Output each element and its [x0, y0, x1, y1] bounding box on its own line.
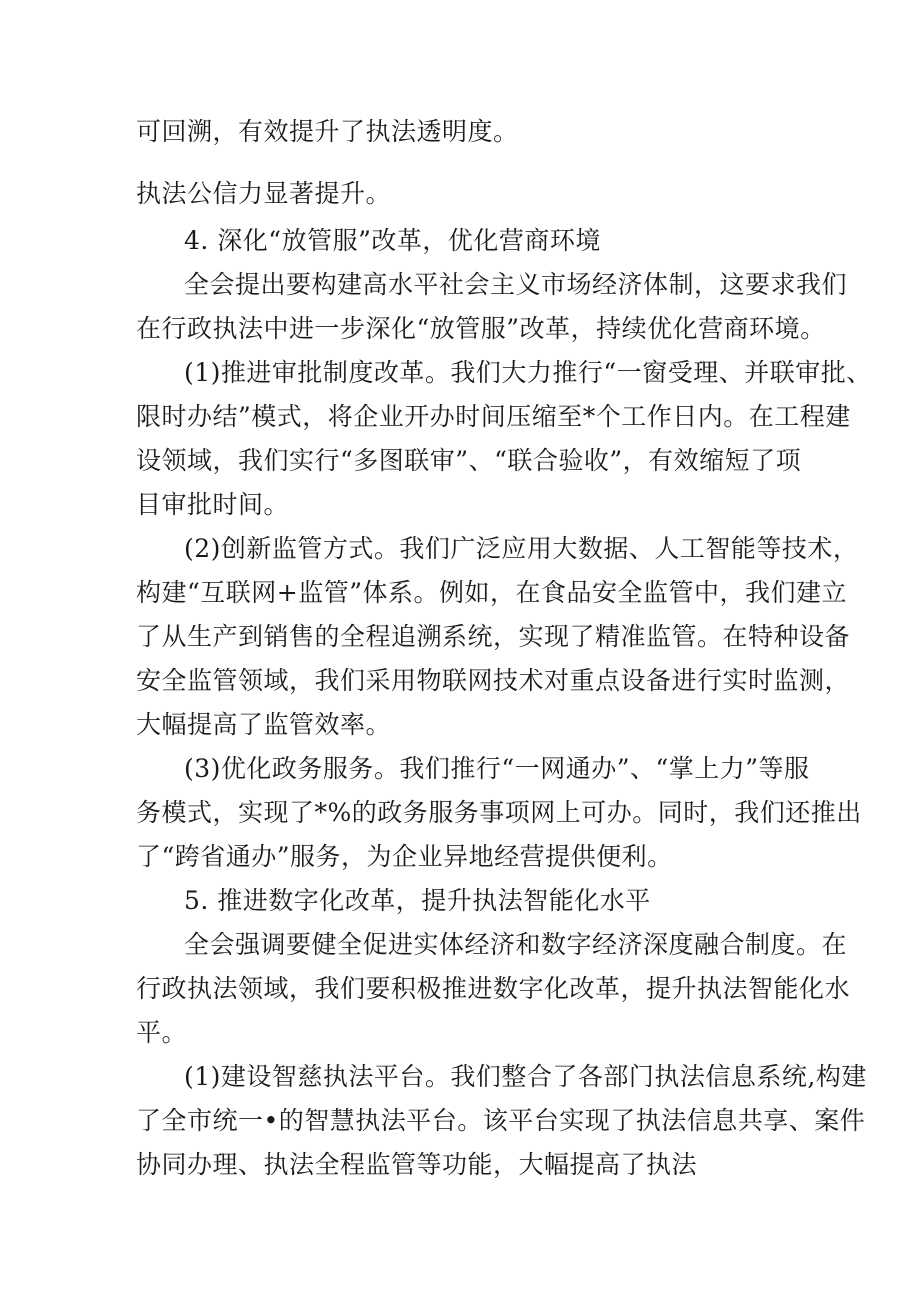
text-line: 设领域，我们实行“多图联审”、“联合验收”，有效缩短了项	[136, 446, 802, 475]
text-line: 构建“互联网+监管”体系。例如，在食品安全监管中，我们建立	[136, 578, 848, 607]
text-line: 了全市统一•的智慧执法平台。该平台实现了执法信息共享、案件	[136, 1106, 866, 1135]
text-line: 目审批时间。	[136, 490, 290, 519]
text-line: 务模式，实现了*%的政务服务事项网上可办。同时，我们还推出	[136, 798, 862, 827]
text-line: 了“跨省通办”服务，为企业异地经营提供便利。	[136, 842, 673, 871]
text-line: 安全监管领域，我们采用物联网技术对重点设备进行实时监测，	[136, 666, 851, 695]
text-line: (1)建设智慈执法平台。我们整合了各部门执法信息系统,构建	[184, 1062, 867, 1091]
text-line: 全会强调要健全促进实体经济和数字经济深度融合制度。在	[184, 930, 848, 959]
text-line: 执法公信力显著提升。	[136, 179, 392, 208]
text-line: (3)优化政务服务。我们推行“一网通办”、“掌上力”等服	[184, 754, 810, 783]
section-heading: 5. 推进数字化改革，提升执法智能化水平	[184, 886, 651, 915]
text-line: 协同办理、执法全程监管等功能，大幅提高了执法	[136, 1150, 698, 1179]
text-line: 全会提出要构建高水平社会主义市场经济体制，这要求我们	[184, 270, 848, 299]
text-line: 平。	[136, 1018, 188, 1047]
text-line: (2)创新监管方式。我们广泛应用大数据、人工智能等技术，	[184, 534, 859, 563]
text-line: (1)推进审批制度改革。我们大力推行“一窗受理、并联审批、	[184, 358, 872, 387]
text-line: 可回溯，有效提升了执法透明度。	[136, 117, 519, 146]
text-line: 了从生产到销售的全程追溯系统，实现了精准监管。在特种设备	[136, 622, 851, 651]
text-line: 大幅提高了监管效率。	[136, 710, 392, 739]
section-heading: 4. 深化“放管服”改革，优化营商环境	[184, 226, 601, 255]
text-line: 限时办结”模式，将企业开办时间压缩至*个工作日内。在工程建	[136, 402, 851, 431]
text-line: 行政执法领域，我们要积极推进数字化改革，提升执法智能化水	[136, 974, 851, 1003]
text-line: 在行政执法中进一步深化“放管服”改革，持续优化营商环境。	[136, 314, 826, 343]
